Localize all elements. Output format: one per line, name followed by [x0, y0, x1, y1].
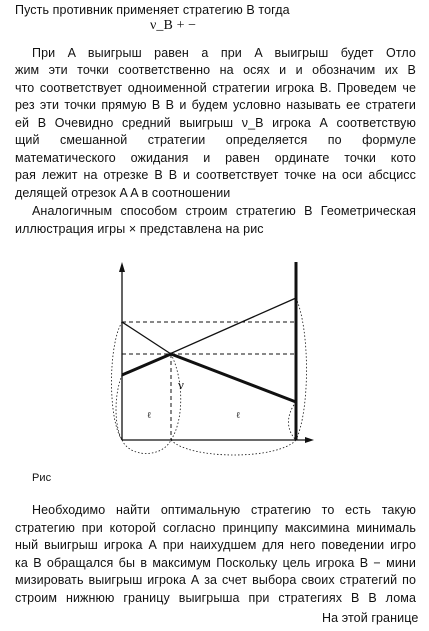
text-line: строим нижнюю границу выигрыша при стратегиях B B лома — [15, 591, 416, 605]
text-line: Пусть противник применяет стратегию B тогда — [15, 3, 290, 17]
text-line: рая лежит на отрезке B B и соответствует точке на оси абсцисс — [15, 168, 416, 182]
formula-line: ν_B + − — [150, 18, 197, 33]
lower-envelope — [122, 354, 296, 402]
text-line: делящей отрезок A A в соотношении — [15, 186, 231, 200]
figure-label-segment-left: ℓ — [147, 410, 152, 420]
text-line: ей B Очевидно средний выигрыш ν_B игрока А соответствую — [15, 116, 416, 130]
text-line: На этой границе — [322, 611, 419, 625]
text-line: математического ожидания и равен ординате точки кото — [15, 151, 416, 165]
brace-left-outer — [112, 322, 123, 440]
text-line: жим эти точки соответственно на осях и и обозначим их B — [15, 63, 416, 77]
strategy-line-b1 — [122, 322, 171, 354]
text-line: ный выигрыш игрока А при наихудшем для него поведении игро — [15, 538, 416, 552]
text-line: мизировать выигрыш игрока А за счет выбора своих стратегий по — [15, 573, 416, 587]
figure-caption: Рис — [32, 472, 52, 484]
brace-left-inner — [116, 375, 122, 440]
brace-bottom-right — [171, 440, 296, 455]
x-axis-arrow — [305, 437, 314, 443]
text-line: что соответствует одноименной стратегии игрока В. Проведем че — [15, 81, 416, 95]
text-line: ка В обращался бы в максимум Поскольку цель игрока В − мини — [15, 556, 416, 570]
text-line: Необходимо найти оптимальную стратегию то есть такую — [32, 503, 416, 517]
brace-right-outer — [296, 298, 307, 440]
left-axis-arrow — [119, 262, 125, 272]
text-line: щий смешанной стратегии определяется по формуле — [15, 133, 416, 147]
text-line: рез эти точки прямую B B и будем условно называть ее стратеги — [15, 98, 416, 112]
figure-label-segment-right: ℓ — [236, 410, 241, 420]
brace-bottom-left — [122, 440, 171, 454]
figure-label-v: ν — [178, 377, 184, 392]
text-line: иллюстрация игры × представлена на рис — [15, 222, 264, 236]
brace-optimum — [171, 354, 181, 440]
text-line: Аналогичным способом строим стратегию B Геометрическая — [32, 204, 416, 218]
text-line: стратегию при которой согласно принципу максимина минималь — [15, 521, 416, 535]
text-line: При A выигрыш равен а при A выигрыш будет Отло — [32, 46, 416, 60]
